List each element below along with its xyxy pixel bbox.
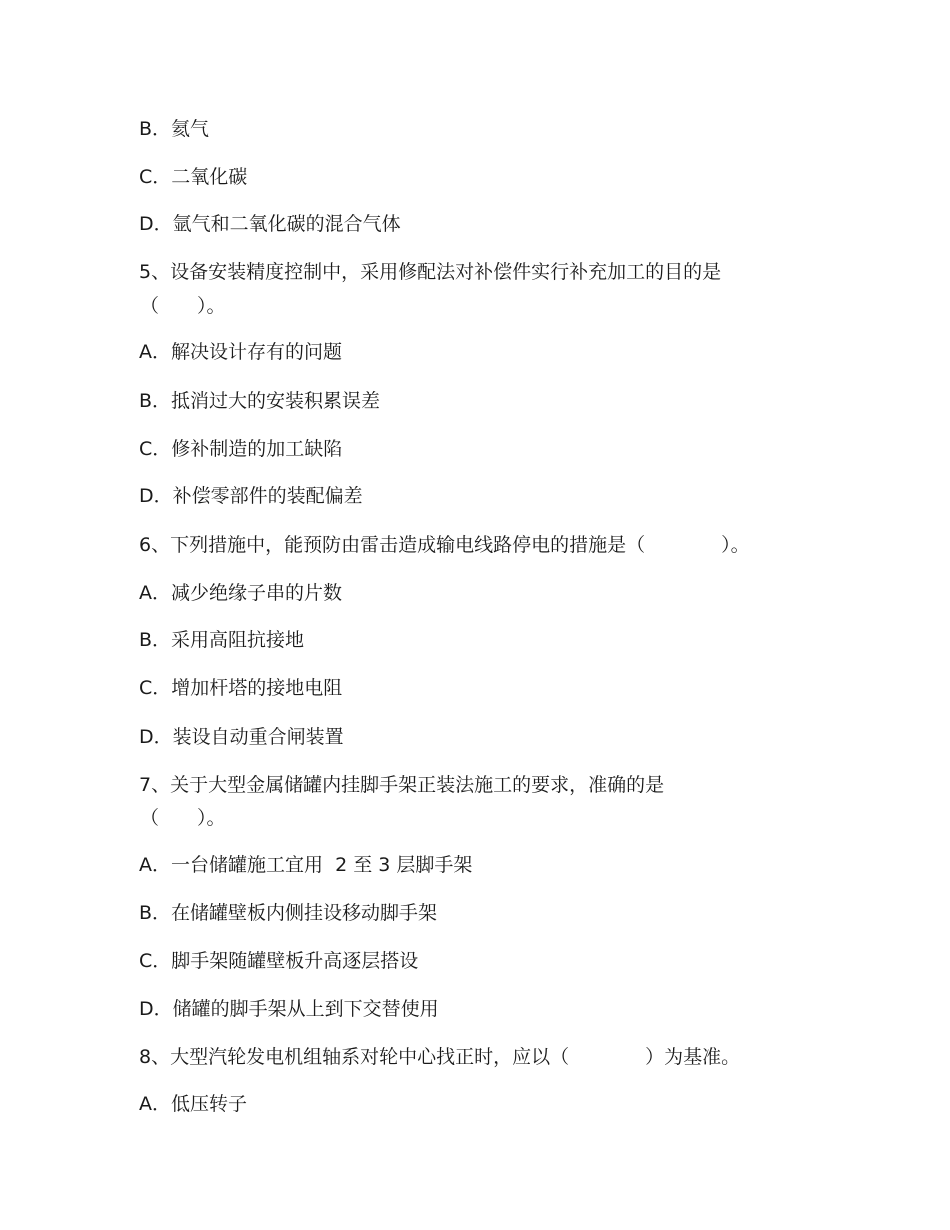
option-b-q4: B．氦气: [139, 118, 210, 140]
question-5-text: 5、设备安装精度控制中，采用修配法对补偿件实行补充加工的目的是: [139, 261, 722, 283]
option-b-q5: B．抵消过大的安装积累误差: [139, 390, 381, 412]
question-7-text: 7、关于大型金属储罐内挂脚手架正装法施工的要求，准确的是: [139, 774, 665, 796]
option-b-q6: B．采用高阻抗接地: [139, 629, 305, 651]
option-d-q4: D．氩气和二氧化碳的混合气体: [139, 213, 401, 235]
option-a-q7: A．一台储罐施工宜用 2 至 3 层脚手架: [139, 854, 473, 876]
option-c-q7: C．脚手架随罐壁板升高逐层搭设: [139, 950, 419, 972]
option-d-q7: D．储罐的脚手架从上到下交替使用: [139, 998, 439, 1020]
option-a-q6: A．减少绝缘子串的片数: [139, 582, 342, 604]
option-a-q5: A．解决设计存有的问题: [139, 341, 342, 363]
option-d-q6: D．装设自动重合闸装置: [139, 726, 344, 748]
question-8-text: 8、大型汽轮发电机组轴系对轮中心找正时，应以（ ）为基准。: [139, 1046, 741, 1068]
question-5-blank: （ ）。: [140, 295, 226, 317]
option-c-q4: C．二氧化碳: [139, 166, 248, 188]
option-a-q8: A．低压转子: [139, 1093, 247, 1115]
option-d-q5: D．补偿零部件的装配偏差: [139, 485, 363, 507]
option-b-q7: B．在储罐壁板内侧挂设移动脚手架: [139, 902, 438, 924]
question-7-blank: （ ）。: [140, 807, 226, 829]
option-c-q5: C．修补制造的加工缺陷: [139, 438, 343, 460]
option-c-q6: C．增加杆塔的接地电阻: [139, 677, 343, 699]
question-6-text: 6、下列措施中，能预防由雷击造成输电线路停电的措施是（ ）。: [139, 534, 750, 556]
